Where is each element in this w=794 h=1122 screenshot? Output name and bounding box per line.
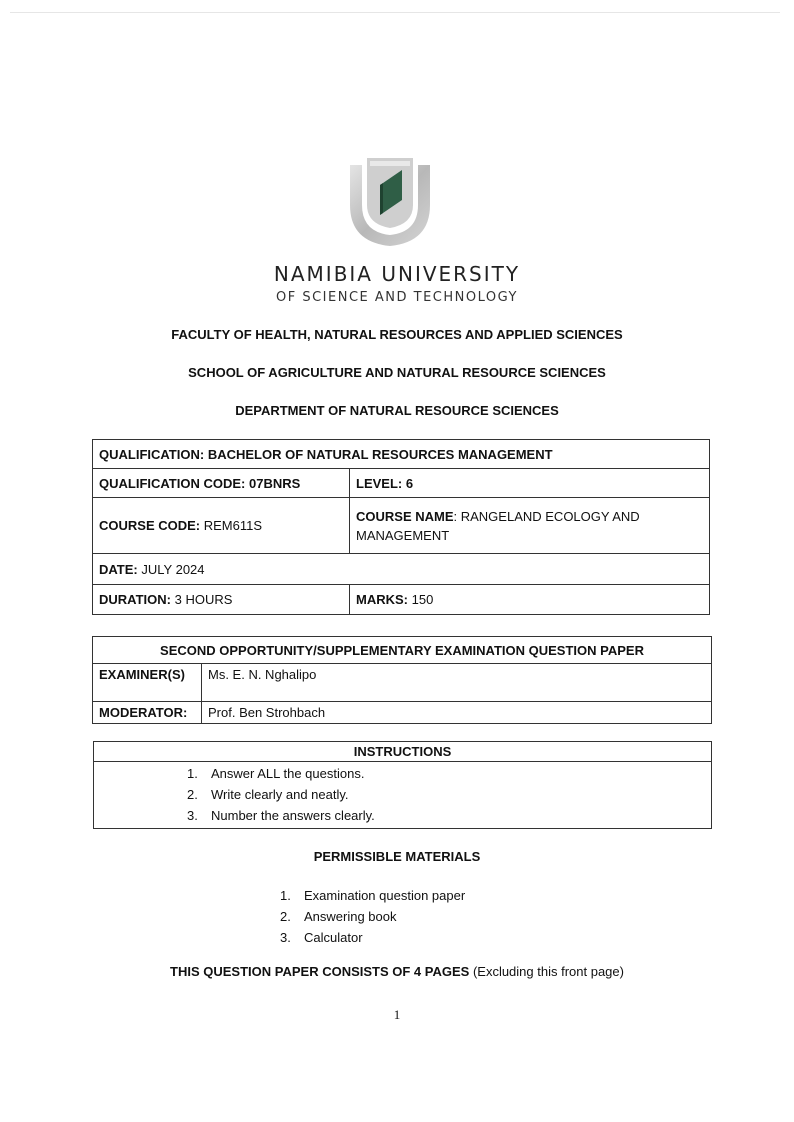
marks-value: 150 [411,592,434,607]
instructions-list [187,763,705,826]
scan-edge-line [10,12,780,13]
moderator-value: Prof. Ben Strohbach [202,702,712,724]
page-count-bold: THIS QUESTION PAPER CONSISTS OF 4 PAGES [170,964,470,979]
material-text: Calculator [304,930,363,945]
permissible-materials-list [280,885,465,948]
university-name: NAMIBIA UNIVERSITY [273,262,521,286]
course-name-cell [350,498,710,554]
material-item [280,885,465,906]
page-count-note-text: (Excluding this front page) [469,964,624,979]
qualification-cell [93,440,710,469]
material-number: 2. [280,909,291,924]
instructions-title: INSTRUCTIONS [94,742,712,762]
instruction-number: 1. [187,766,198,781]
instructions-table [93,741,712,829]
university-subtitle: OF SCIENCE AND TECHNOLOGY [276,290,518,305]
faculty-heading: FACULTY OF HEALTH, NATURAL RESOURCES AND APPLIED SCIENCES [171,327,623,342]
level-cell [350,469,710,498]
qualification-value: BACHELOR OF NATURAL RESOURCES MANAGEMENT [207,446,553,462]
instruction-item [187,805,705,826]
material-item [280,927,465,948]
course-info-table [92,439,710,615]
examiner-label: EXAMINER(S) [93,664,202,702]
course-name-value: : RANGELAND ECOLOGY AND MANAGEMENT [356,508,640,543]
course-code-label: COURSE CODE: [99,518,201,533]
instruction-number: 3. [187,808,198,823]
instructions-body [94,762,712,829]
instruction-text: Answer ALL the questions. [211,766,365,781]
permissible-materials-title: PERMISSIBLE MATERIALS [313,849,481,864]
examiner-value: Ms. E. N. Nghalipo [202,664,712,702]
instruction-number: 2. [187,787,198,802]
duration-cell [93,585,350,615]
marks-label: MARKS: [356,592,408,607]
material-item [280,906,465,927]
instruction-text: Write clearly and neatly. [211,787,349,802]
instruction-text: Number the answers clearly. [211,808,375,823]
course-code-cell [93,498,350,554]
material-number: 3. [280,930,291,945]
exam-title: SECOND OPPORTUNITY/SUPPLEMENTARY EXAMINATION QUESTION PAPER [93,637,712,664]
date-value: JULY 2024 [141,561,205,577]
material-text: Examination question paper [304,888,466,903]
duration-label: DURATION: [99,592,171,607]
level-value: 6 [405,475,414,491]
marks-cell [350,585,710,615]
course-name-label: COURSE NAME [356,508,454,524]
page-number: 1 [393,1007,401,1022]
level-label: LEVEL: [356,475,403,491]
qualification-code-cell [93,469,350,498]
exam-info-table [92,636,712,724]
date-cell [93,554,710,585]
nust-shield-logo-icon [340,150,440,250]
material-text: Answering book [304,909,397,924]
page-count-note [0,964,794,979]
date-label: DATE: [99,561,138,577]
school-heading: SCHOOL OF AGRICULTURE AND NATURAL RESOURCE SCIENCES [188,365,606,380]
course-code-value: REM611S [203,518,263,533]
material-number: 1. [280,888,291,903]
moderator-label: MODERATOR: [93,702,202,724]
duration-value: 3 HOURS [174,592,233,607]
department-heading: DEPARTMENT OF NATURAL RESOURCE SCIENCES [235,403,559,418]
qualification-code-label: QUALIFICATION CODE: [99,475,246,491]
qualification-code-value: 07BNRS [248,475,301,491]
instruction-item [187,763,705,784]
qualification-label: QUALIFICATION: [99,446,205,462]
instruction-item [187,784,705,805]
